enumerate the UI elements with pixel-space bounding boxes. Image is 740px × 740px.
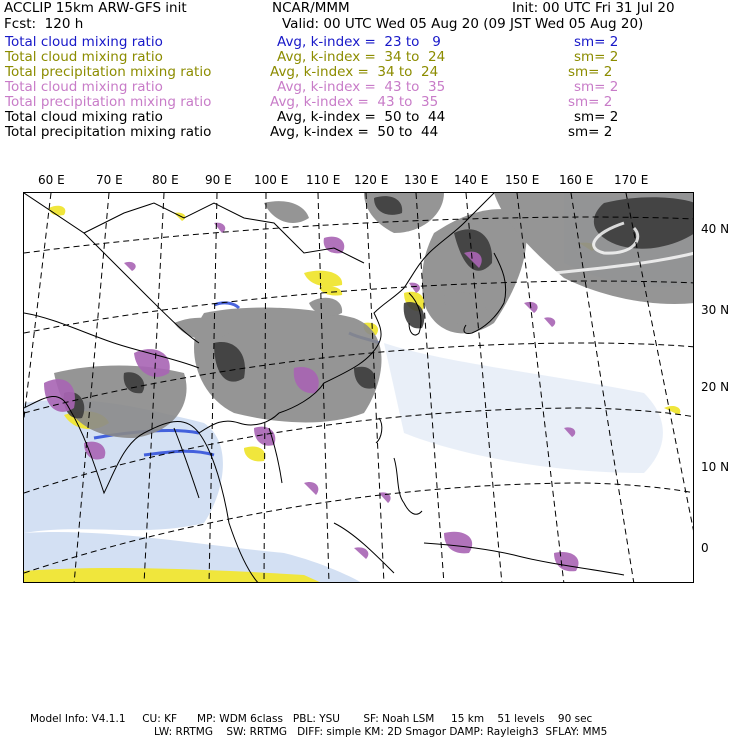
lat-label: 30 N [701,303,730,317]
field-name: Total cloud mixing ratio [5,79,163,95]
lon-label: 130 E [404,173,439,187]
valid-time: Valid: 00 UTC Wed 05 Aug 20 (09 JST Wed 05 Aug 20) [282,16,644,32]
field-desc: Avg, k-index = 50 to 44 [270,124,439,140]
lon-label: 110 E [306,173,341,187]
field-row [0,95,740,110]
field-row [0,35,740,50]
lon-label: 100 E [254,173,289,187]
field-name: Total precipitation mixing ratio [5,64,212,80]
lon-label: 70 E [96,173,123,187]
forecast-hour: Fcst: 120 h [4,16,84,32]
map-canvas [24,193,694,583]
field-desc: Avg, k-index = 50 to 44 [277,109,446,125]
field-sm: sm= 2 [568,124,613,140]
field-desc: Avg, k-index = 43 to 35 [270,94,439,110]
init-time: Init: 00 UTC Fri 31 Jul 20 [512,0,675,16]
field-desc: Avg, k-index = 23 to 9 [277,34,441,50]
field-row [0,110,740,125]
field-row [0,50,740,65]
field-row [0,125,740,140]
lat-label: 10 N [701,460,730,474]
lon-label: 90 E [205,173,232,187]
field-row [0,80,740,95]
lat-label: 40 N [701,222,730,236]
field-sm: sm= 2 [574,34,619,50]
field-desc: Avg, k-index = 34 to 24 [277,49,446,65]
field-row [0,65,740,80]
field-sm: sm= 2 [574,79,619,95]
map-panel [23,192,694,583]
field-name: Total cloud mixing ratio [5,49,163,65]
field-sm: sm= 2 [568,94,613,110]
lon-label: 150 E [505,173,540,187]
center-label: NCAR/MMM [272,0,350,16]
lon-label: 80 E [152,173,179,187]
field-name: Total cloud mixing ratio [5,34,163,50]
lon-label: 60 E [38,173,65,187]
lon-label: 120 E [354,173,389,187]
lon-label: 170 E [614,173,649,187]
lat-label: 0 [701,541,709,555]
field-name: Total precipitation mixing ratio [5,124,212,140]
field-desc: Avg, k-index = 43 to 35 [277,79,446,95]
field-sm: sm= 2 [574,109,619,125]
field-sm: sm= 2 [574,49,619,65]
field-desc: Avg, k-index = 34 to 24 [270,64,439,80]
field-name: Total precipitation mixing ratio [5,94,212,110]
lon-label: 140 E [454,173,489,187]
model-info-line1: Model Info: V4.1.1 CU: KF MP: WDM 6class PBL: YSU SF: Noah LSM 15 km 51 levels 90 sec [30,713,593,725]
plot-title: ACCLIP 15km ARW-GFS init [4,0,187,16]
field-sm: sm= 2 [568,64,613,80]
model-info-line2: LW: RRTMG SW: RRTMG DIFF: simple KM: 2D Smagor DAMP: Rayleigh3 SFLAY: MM5 [154,726,608,738]
field-name: Total cloud mixing ratio [5,109,163,125]
lat-label: 20 N [701,380,730,394]
lon-label: 160 E [559,173,594,187]
